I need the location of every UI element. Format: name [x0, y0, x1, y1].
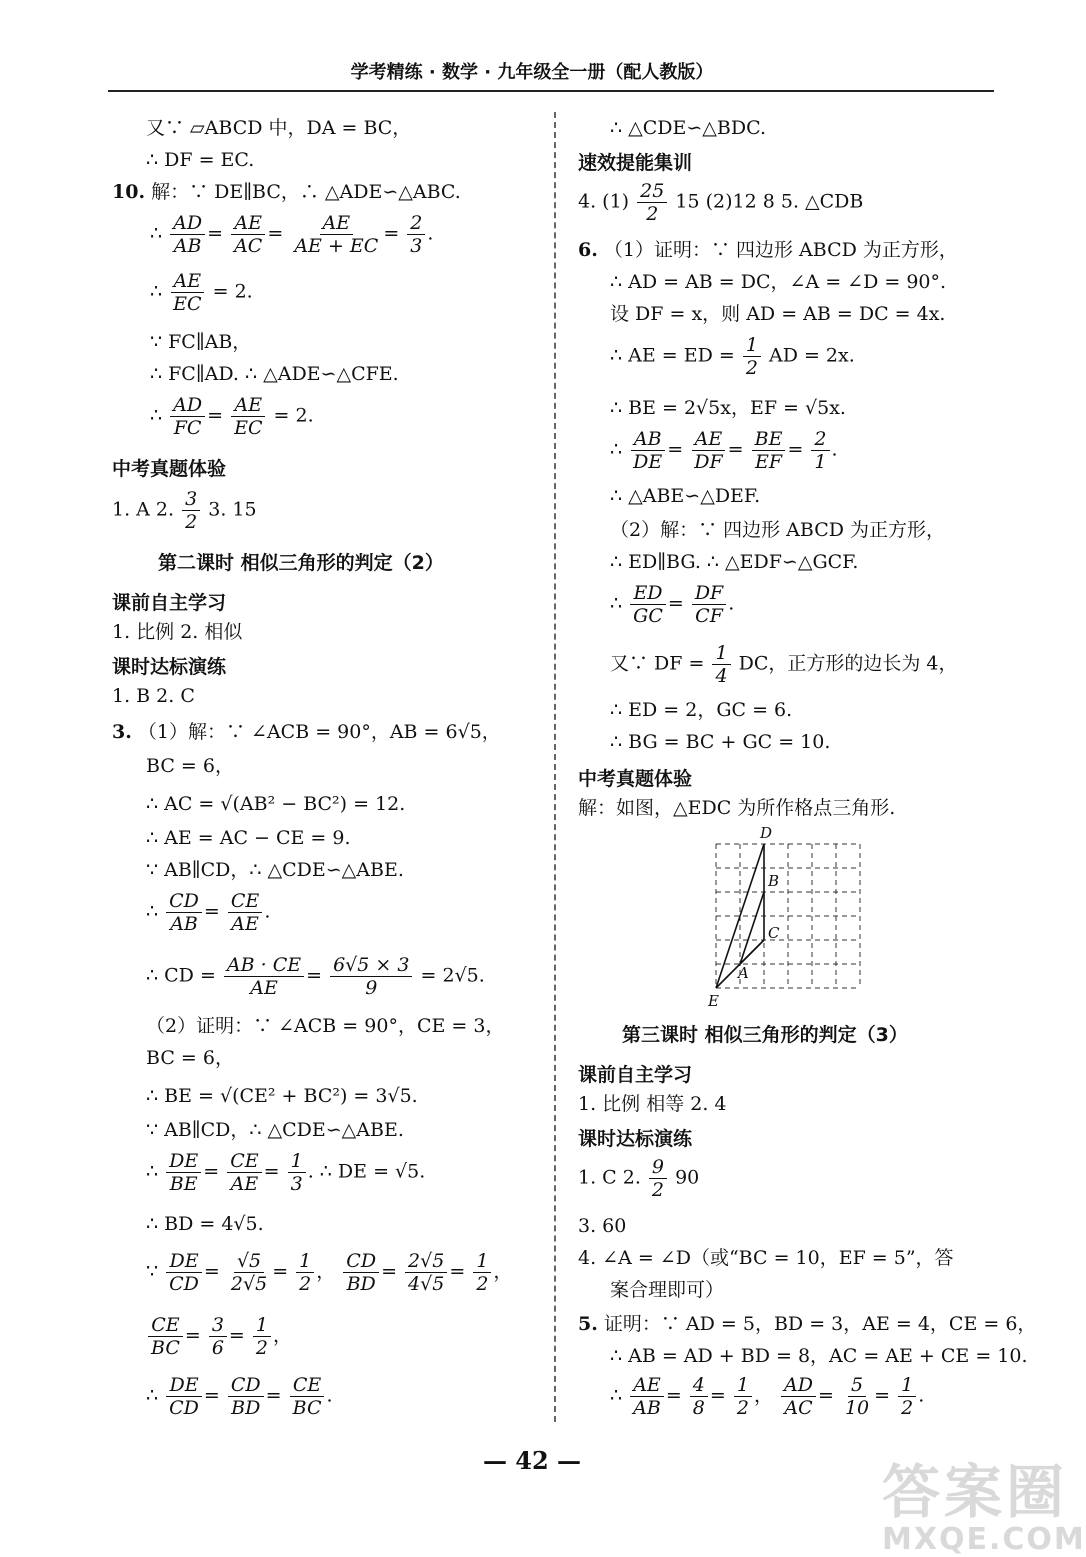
answer-line: 案合理即可） [610, 1279, 725, 1301]
fraction: $\frac{AD}{AB}$ [170, 212, 205, 257]
equation-line: ∴ $\frac{AD}{AB}$ = $\frac{AE}{AC}$ = $\frac{AE}{AE + EC}$ = $\frac{2}{3}$ . [150, 212, 434, 257]
therefore: ∴ [146, 1160, 159, 1183]
therefore: ∴ [146, 1384, 159, 1407]
text: DC，正方形的边长为 4， [738, 652, 958, 675]
text: 90 [675, 1166, 700, 1189]
text-line: ∴ AC = √(AB² − BC²) = 12. [146, 793, 406, 815]
lesson-title: 第三课时 相似三角形的判定（3） [622, 1024, 908, 1046]
text: 又∵ DF = [610, 652, 705, 675]
text-line: ∵ FC∥AB， [150, 331, 252, 353]
text: = 2√5. [420, 964, 485, 987]
fraction: $\frac{AE}{AE + EC}$ [294, 212, 379, 257]
fraction: $\frac{2}{1}$ [811, 428, 829, 473]
fraction: $\frac{1}{2}$ [253, 1314, 271, 1359]
text-line: ∴ AD = AB = DC，∠A = ∠D = 90°. [610, 271, 947, 293]
text-line: ∴ BG = BC + GC = 10. [610, 731, 831, 753]
lattice-figure [700, 820, 880, 1010]
fraction: $\frac{DE}{CD}$ [166, 1250, 202, 1295]
question-number: 6. [578, 239, 598, 261]
equation-line [150, 270, 253, 315]
fraction: $\frac{AE}{EC}$ [231, 394, 265, 439]
fraction: $\frac{CE}{BC}$ [290, 1374, 325, 1419]
question-6 [578, 238, 958, 262]
fraction: $\frac{1}{4}$ [712, 642, 730, 687]
fraction: $\frac{BE}{EF}$ [752, 428, 786, 473]
text-line: ∴ AB = AD + BD = 8，AC = AE + CE = 10. [610, 1345, 1028, 1367]
label-c: C [768, 924, 780, 942]
fraction: $\frac{1}{2}$ [734, 1374, 752, 1419]
fraction: $\frac{AB}{DE}$ [630, 428, 665, 473]
fraction: $\frac{ED}{GC}$ [630, 582, 666, 627]
watermark-logo: 答案圈 [882, 1458, 1069, 1526]
text-line: ∴ △CDE∽△BDC. [610, 117, 767, 139]
fraction: $\frac{√5}{2√5}$ [230, 1250, 268, 1295]
equation-line: ∴ $\frac{AE}{AB}$ = $\frac{4}{8}$ = $\frac{1}{2}$ ， $\frac{AD}{AC}$ = $\frac{5}{10}$ = $\frac{1}{2}$ . [610, 1374, 925, 1419]
answer-line: 1. 比例 2. 相似 [112, 621, 243, 643]
question-number: 3. [112, 721, 132, 743]
fraction: $\frac{3}{2}$ [182, 488, 200, 533]
fraction: $\frac{1}{3}$ [288, 1150, 306, 1195]
equation-line: ∴ $\frac{ED}{GC}$ = $\frac{DF}{CF}$ . [610, 582, 735, 627]
answer-line [112, 488, 257, 533]
text-line: ∴ AE = AC − CE = 9. [146, 827, 351, 849]
section-heading: 速效提能集训 [578, 152, 693, 174]
equation-line: ∴ $\frac{DE}{CD}$ = $\frac{CD}{BD}$ = $\frac{CE}{BC}$ . [146, 1374, 333, 1419]
fraction: $\frac{DE}{BE}$ [166, 1150, 201, 1195]
fraction: $\frac{9}{2}$ [649, 1156, 667, 1201]
answer-line: 4. ∠A = ∠D（或“BC = 10，EF = 5”，答 [578, 1247, 954, 1269]
text: 4. (1) [578, 190, 630, 213]
text-line: 设 DF = x，则 AD = AB = DC = 4x. [610, 303, 946, 325]
label-b: B [768, 872, 780, 890]
because: ∵ [146, 1260, 159, 1283]
fraction: $\frac{CE}{AE}$ [228, 890, 262, 935]
question-10 [112, 180, 461, 204]
fraction: $\frac{2}{3}$ [407, 212, 425, 257]
answer-line: 1. 比例 相等 2. 4 [578, 1093, 727, 1115]
page-number: — 42 — [482, 1446, 582, 1475]
fraction: $\frac{1}{2}$ [743, 334, 761, 379]
fraction: $\frac{AE}{AC}$ [231, 212, 265, 257]
therefore: ∴ [150, 404, 163, 427]
text-line: ∴ BE = 2√5x，EF = √5x. [610, 397, 846, 419]
therefore: ∴ [146, 900, 159, 923]
fraction: $\frac{AD}{FC}$ [170, 394, 205, 439]
question-3 [112, 720, 501, 744]
label-a: A [738, 964, 749, 982]
text-line: ∴ FC∥AD. ∴ △ADE∽△CFE. [150, 363, 399, 385]
fraction: $\frac{AE}{AB}$ [630, 1374, 664, 1419]
fraction: $\frac{AE}{DF}$ [691, 428, 725, 473]
fraction: $\frac{DF}{CF}$ [692, 582, 726, 627]
answer-line [578, 1156, 699, 1201]
fraction: $\frac{CE}{AE}$ [227, 1150, 261, 1195]
fraction: $\frac{CD}{AB}$ [166, 890, 202, 935]
equation-line: ∴ $\frac{AD}{FC}$ = $\frac{AE}{EC}$ = 2. [150, 394, 314, 439]
equation-line: ∴ $\frac{CD}{AB}$ = $\frac{CE}{AE}$ . [146, 890, 271, 935]
section-heading: 课前自主学习 [578, 1064, 693, 1086]
equation-line: ∴ $\frac{AB}{DE}$ = $\frac{AE}{DF}$ = $\frac{BE}{EF}$ = $\frac{2}{1}$ . [610, 428, 838, 473]
fraction: $\frac{2√5}{4√5}$ [405, 1250, 447, 1295]
text-line: ∴ ED = 2，GC = 6. [610, 699, 793, 721]
fraction: $\frac{AB \cdot CE}{AE}$ [224, 954, 304, 999]
fraction: $\frac{6√5 \times 3}{9}$ [330, 954, 412, 999]
text-line: 解：如图，△EDC 为所作格点三角形. [578, 797, 896, 819]
therefore: ∴ [610, 1384, 623, 1407]
section-heading: 课前自主学习 [112, 592, 227, 614]
section-heading: 中考真题体验 [112, 458, 227, 480]
therefore: ∴ [150, 222, 163, 245]
page-header: 学考精练 · 数学 · 九年级全一册（配人教版） [350, 62, 714, 83]
equation-line: $\frac{CE}{BC}$ = $\frac{3}{6}$ = $\frac{1}{2}$ ， [146, 1314, 292, 1359]
answer-line [578, 180, 863, 225]
text-line: ∴ BD = 4√5. [146, 1213, 264, 1235]
fraction: $\frac{CE}{BC}$ [148, 1314, 183, 1359]
equation-line: ∴ CD = $\frac{AB \cdot CE}{AE}$ = $\frac{6√5 \times 3}{9}$ = 2√5. [146, 954, 485, 999]
text-line: ∵ AB∥CD，∴ △CDE∽△ABE. [146, 1119, 404, 1141]
text: ∴ AE = ED = [610, 344, 735, 367]
answer-line: 3. 60 [578, 1215, 627, 1237]
text: = 2. [212, 280, 253, 303]
equation-line: ∵ $\frac{DE}{CD}$ = $\frac{√5}{2√5}$ = $\frac{1}{2}$ ， $\frac{CD}{BD}$ = $\frac{2√5}{4√5}$ = $\frac{1}{2}$ ， [146, 1250, 513, 1295]
text-line: ∴ ED∥BG. ∴ △EDF∽△GCF. [610, 551, 859, 573]
text-line: BC = 6， [146, 1047, 234, 1069]
section-heading: 课时达标演练 [578, 1128, 693, 1150]
fraction: $\frac{CD}{BD}$ [343, 1250, 379, 1295]
therefore: ∴ [610, 592, 623, 615]
text: ∴ CD = [146, 964, 216, 987]
text: 1. C 2. [578, 1166, 641, 1189]
question-5 [578, 1312, 1036, 1336]
text: 证明：∵ AD = 5，BD = 3，AE = 4，CE = 6， [603, 1313, 1037, 1335]
fraction: $\frac{25}{2}$ [637, 180, 667, 225]
question-number: 5. [578, 1313, 598, 1335]
fraction: $\frac{1}{2}$ [898, 1374, 916, 1419]
text: ∴ DE = √5. [319, 1160, 426, 1183]
fraction: $\frac{AD}{AC}$ [781, 1374, 816, 1419]
text-line: 又∵ ▱ABCD 中，DA = BC， [146, 117, 412, 139]
text: （1）解：∵ ∠ACB = 90°，AB = 6√5， [137, 721, 501, 743]
fraction: $\frac{1}{2}$ [473, 1250, 491, 1295]
text: 1. A 2. [112, 498, 175, 521]
equation-line [610, 642, 958, 687]
fraction: $\frac{3}{6}$ [209, 1314, 227, 1359]
watermark-url: MXQE.COM [882, 1522, 1086, 1557]
text: 15 (2)12 8 5. △CDB [675, 190, 864, 213]
section-heading: 中考真题体验 [578, 768, 693, 790]
label-d: D [760, 824, 773, 842]
fraction: $\frac{4}{8}$ [690, 1374, 708, 1419]
fraction: $\frac{5}{10}$ [844, 1374, 870, 1419]
header-rule [108, 90, 994, 92]
text-line: ∴ BE = √(CE² + BC²) = 3√5. [146, 1085, 418, 1107]
text: （1）证明：∵ 四边形 ABCD 为正方形， [603, 239, 958, 261]
answer-line: 1. B 2. C [112, 685, 195, 707]
text: 3. 15 [208, 498, 257, 521]
text: = 2. [273, 404, 314, 427]
text-line: BC = 6， [146, 755, 234, 777]
text: 解：∵ DE∥BC，∴ △ADE∽△ABC. [151, 181, 461, 203]
lesson-title: 第二课时 相似三角形的判定（2） [158, 552, 444, 574]
fraction: $\frac{CD}{BD}$ [228, 1374, 264, 1419]
text-line: （2）解：∵ 四边形 ABCD 为正方形， [610, 519, 946, 541]
fraction: $\frac{AE}{EC}$ [170, 270, 204, 315]
text: AD = 2x. [768, 344, 855, 367]
fraction: $\frac{1}{2}$ [296, 1250, 314, 1295]
equation-line [610, 334, 855, 379]
text-line: ∵ AB∥CD，∴ △CDE∽△ABE. [146, 859, 404, 881]
question-number: 10. [112, 181, 146, 203]
equation-line: ∴ $\frac{DE}{BE}$ = $\frac{CE}{AE}$ = $\frac{1}{3}$ . ∴ DE = √5. [146, 1150, 426, 1195]
watermark [882, 1458, 1086, 1557]
column-divider [554, 112, 556, 1422]
therefore: ∴ [150, 280, 163, 303]
text-line: ∴ DF = EC. [146, 149, 255, 171]
section-heading: 课时达标演练 [112, 656, 227, 678]
label-e: E [708, 992, 719, 1010]
text-line: ∴ △ABE∽△DEF. [610, 485, 761, 507]
text-line: （2）证明：∵ ∠ACB = 90°，CE = 3， [146, 1015, 505, 1037]
therefore: ∴ [610, 438, 623, 461]
fraction: $\frac{DE}{CD}$ [166, 1374, 202, 1419]
